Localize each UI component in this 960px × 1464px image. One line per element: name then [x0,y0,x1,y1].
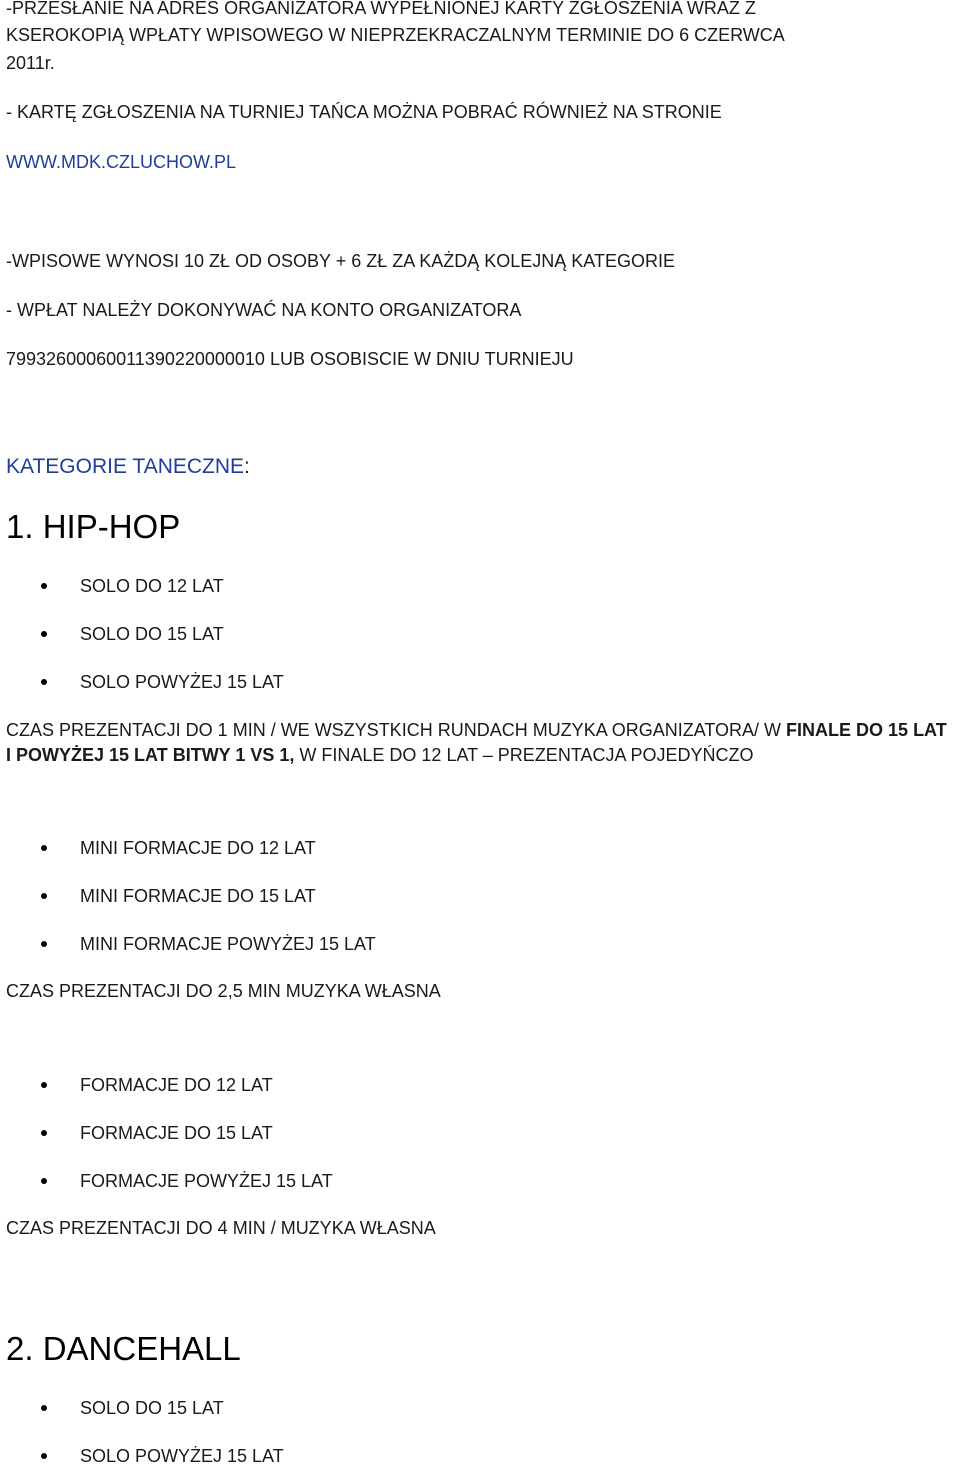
list-item-text: SOLO DO 15 LAT [80,1398,224,1418]
list-item-text: SOLO DO 15 LAT [80,624,224,644]
bullet-icon [41,845,47,851]
categories-heading-text: KATEGORIE TANECZNE [6,455,245,478]
intro-line-3: 2011r. [6,53,55,73]
bullet-icon [41,893,47,899]
fee-line-1: -WPISOWE WYNOSI 10 ZŁ OD OSOBY + 6 ZŁ ZA KAŻDĄ KOLEJNĄ KATEGORIE [6,251,675,271]
list-item-text: SOLO POWYŻEJ 15 LAT [80,1446,284,1464]
note-bold-text: FINALE DO 15 LAT I POWYŻEJ 15 LAT BITWY 1 VS 1, [6,720,947,765]
hiphop-title: 1. HIP-HOP [6,508,181,545]
hiphop-solo-note [6,718,956,768]
bullet-icon [41,941,47,947]
website-link[interactable]: WWW.MDK.CZLUCHOW.PL [6,152,236,172]
bullet-icon [41,1178,47,1184]
bullet-icon [41,1405,47,1411]
intro-line-4: - KARTĘ ZGŁOSZENIA NA TURNIEJ TAŃCA MOŻNA POBRAĆ RÓWNIEŻ NA STRONIE [6,102,722,122]
bullet-icon [41,1130,47,1136]
list-item-text: FORMACJE DO 15 LAT [80,1123,273,1143]
bullet-icon [41,1453,47,1459]
list-item-text: SOLO DO 12 LAT [80,576,224,596]
bullet-icon [41,583,47,589]
list-item-text: MINI FORMACJE POWYŻEJ 15 LAT [80,934,376,954]
list-item-text: FORMACJE DO 12 LAT [80,1075,273,1095]
list-item-text: SOLO POWYŻEJ 15 LAT [80,672,284,692]
intro-line-2: KSEROKOPIĄ WPŁATY WPISOWEGO W NIEPRZEKRACZALNYM TERMINIE DO 6 CZERWCA [6,25,785,45]
bullet-icon [41,631,47,637]
categories-heading-colon: : [244,455,250,478]
list-item-text: FORMACJE POWYŻEJ 15 LAT [80,1171,333,1191]
hiphop-mini-note: CZAS PREZENTACJI DO 2,5 MIN MUZYKA WŁASNA [6,981,441,1001]
intro-line-1: -PRZESŁANIE NA ADRES ORGANIZATORA WYPEŁNIONEJ KARTY ZGŁOSZENIA WRAZ Z [6,0,756,18]
note-text: CZAS PREZENTACJI DO 1 MIN / WE WSZYSTKICH RUNDACH MUZYKA ORGANIZATORA/ W [6,720,787,740]
dancehall-title: 2. DANCEHALL [6,1330,241,1367]
hiphop-formacje-note: CZAS PREZENTACJI DO 4 MIN / MUZYKA WŁASNA [6,1218,436,1238]
bullet-icon [41,1082,47,1088]
account-number-line: 79932600060011390220000010 LUB OSOBISCIE W DNIU TURNIEJU [6,349,574,369]
fee-line-2: - WPŁAT NALEŻY DOKONYWAĆ NA KONTO ORGANIZATORA [6,300,522,320]
list-item-text: MINI FORMACJE DO 12 LAT [80,838,316,858]
categories-heading [6,454,250,480]
bullet-icon [41,679,47,685]
list-item-text: MINI FORMACJE DO 15 LAT [80,886,316,906]
note-text: W FINALE DO 12 LAT – PREZENTACJA POJEDYŃCZO [294,745,754,765]
